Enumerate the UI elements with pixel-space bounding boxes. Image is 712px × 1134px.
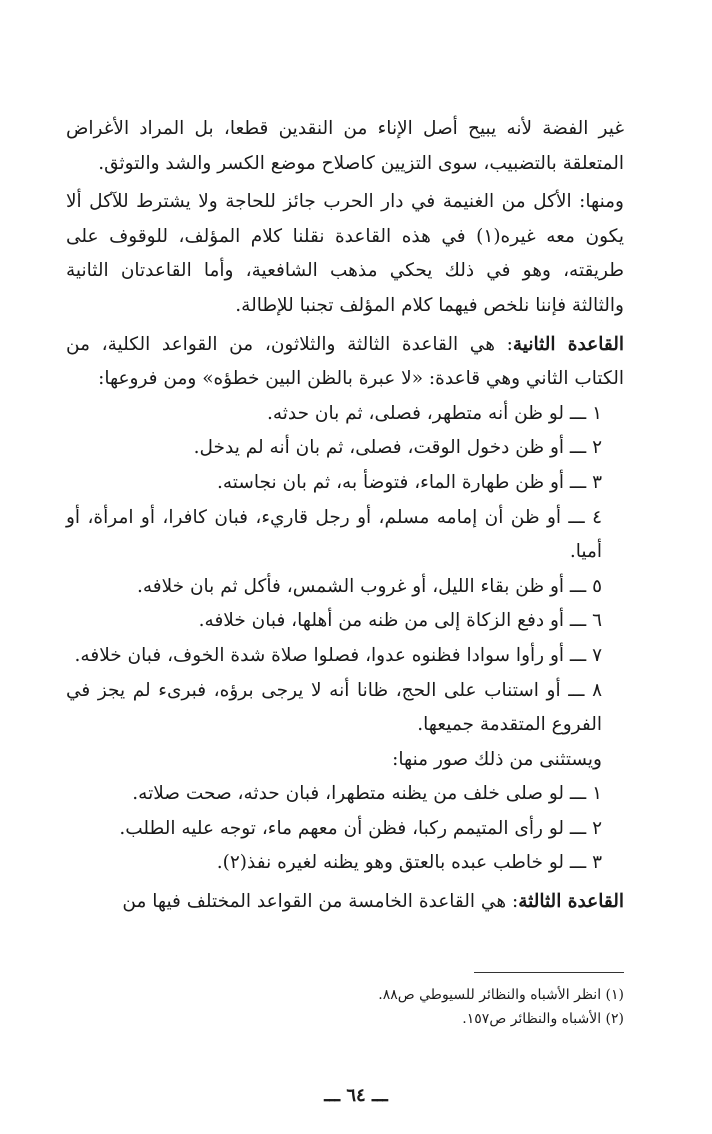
list-item: ٤ ـــ أو ظن أن إمامه مسلم، أو رجل قاريء، فبان كافرا، أو امرأة، أو أميا. [66, 506, 602, 563]
list-item: ٨ ـــ أو استناب على الحج، ظانا أنه لا يرجى برؤه، فبرىء لم يجز في الفروع المتقدمة جميعها. [66, 679, 602, 736]
rule-two-text: : هي القاعدة الثالثة والثلاثون، من القواعد الكلية، من الكتاب الثاني وهي قاعدة: «لا عبرة بالظن البين خطؤه» ومن فروعها: [66, 333, 624, 390]
list-item: ٢ ـــ أو ظن دخول الوقت، فصلى، ثم بان أنه لم يدخل. [193, 437, 602, 459]
rule-three-text: : هي القاعدة الخامسة من القواعد المختلف فيها من [122, 891, 519, 913]
exceptions-intro: ويستثنى من ذلك صور منها: [392, 748, 602, 770]
rule-two-heading: القاعدة الثانية [512, 333, 624, 355]
rule-three-heading: القاعدة الثالثة [518, 891, 624, 913]
page-number: ـــ ٦٤ ـــ [324, 1085, 388, 1106]
list-item: ٣ ـــ أو ظن طهارة الماء، فتوضأ به، ثم بان نجاسته. [217, 471, 602, 493]
paragraph-intro: غير الفضة لأنه يبيح أصل الإناء من النقدين قطعا، بل المراد الأغراض المتعلقة بالتضبيب، سوى التزيين كاصلاح موضع الكسر والشد والتوثق. [66, 118, 624, 174]
paragraph-rule-two [66, 328, 624, 397]
paragraph-booty: ومنها: الأكل من الغنيمة في دار الحرب جائز للحاجة ولا يشترط للآكل ألا يكون معه غيره(١) في هذه القاعدة نقلنا كلام المؤلف، للوقوف على طريقته، وهو في ذلك يحكي مذهب الشافعية، وأما القاعدتان الثانية والثالثة فإننا نلخص فيهما كلام المؤلف تجنبا للإطالة. [66, 191, 624, 316]
footnote: (٢) الأشباه والنظائر ص١٥٧. [462, 1011, 624, 1027]
list-item: ١ ـــ لو ظن أنه متطهر، فصلى، ثم بان حدثه. [266, 402, 602, 424]
paragraph-rule-three [66, 885, 624, 920]
list-item: ٧ ـــ أو رأوا سوادا فظنوه عدوا، فصلوا صلاة شدة الخوف، فبان خلافه. [74, 644, 602, 666]
list-item: ٦ ـــ أو دفع الزكاة إلى من ظنه من أهلها، فبان خلافه. [198, 610, 602, 632]
footnote: (١) انظر الأشباه والنظائر للسيوطي ص٨٨. [378, 987, 624, 1003]
page-body [66, 112, 624, 920]
footnotes [66, 972, 624, 1031]
exception-item: ٢ ـــ لو رأى المتيمم ركبا، فظن أن معهم ماء، توجه عليه الطلب. [119, 817, 602, 839]
exception-item: ١ ـــ لو صلى خلف من يظنه متطهرا، فبان حدثه، صحت صلاته. [132, 783, 602, 805]
exception-item: ٣ ـــ لو خاطب عبده بالعتق وهو يظنه لغيره نفذ(٢). [216, 852, 602, 874]
footnote-divider [474, 972, 624, 973]
list-item: ٥ ـــ أو ظن بقاء الليل، أو غروب الشمس، فأكل ثم بان خلافه. [136, 575, 602, 597]
